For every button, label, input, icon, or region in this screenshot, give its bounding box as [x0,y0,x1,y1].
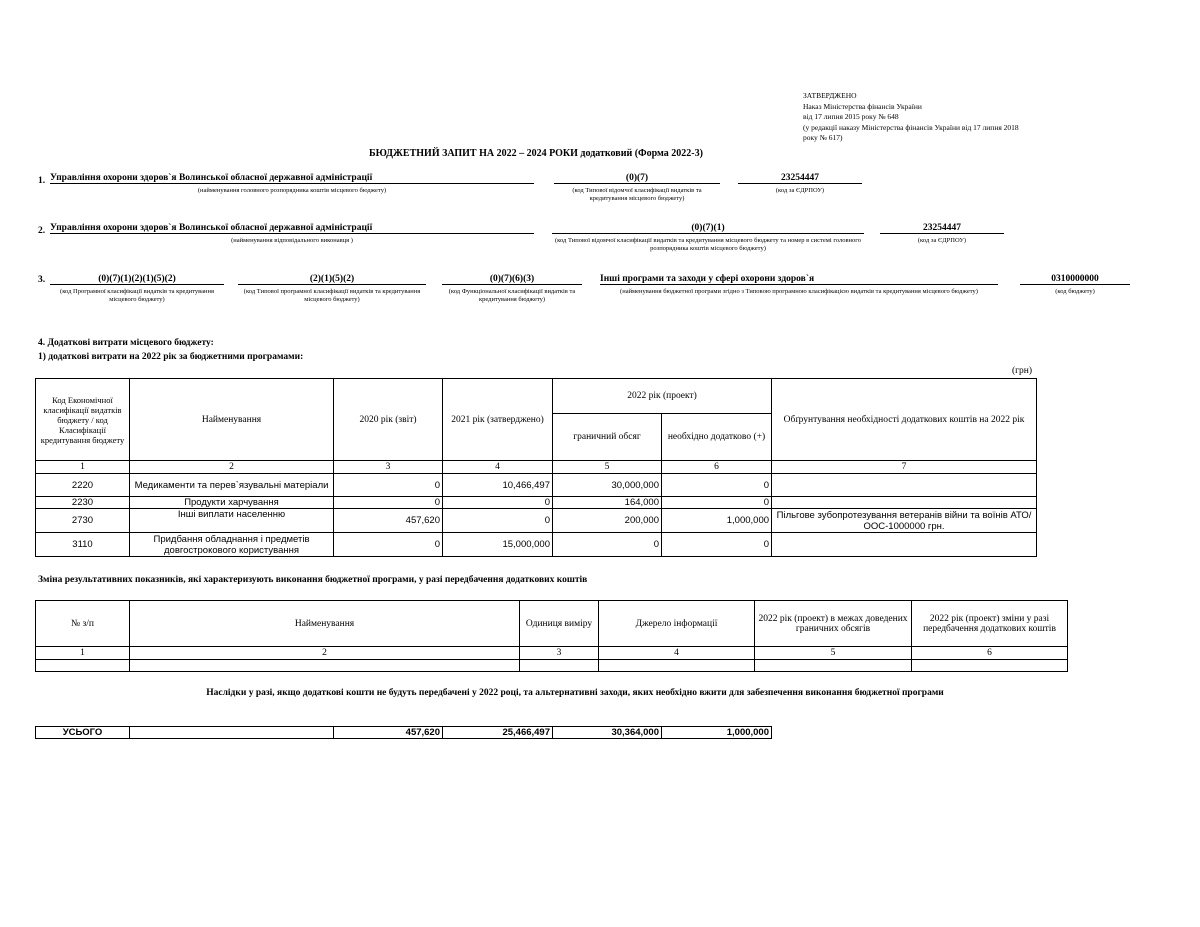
functional-code-caption: (код Функціональної класифікації видатків та кредитування бюджету) [448,288,576,303]
header-2020: 2020 рік (звіт) [334,379,443,461]
section-heading: 4. Додаткові витрати місцевого бюджету: [38,338,214,348]
approval-line: Наказ Міністерства фінансів України [803,101,922,111]
column-number: 4 [599,647,755,660]
total-2020: 457,620 [334,727,443,739]
budget-code: 0310000000 [1020,274,1130,285]
column-number: 5 [755,647,912,660]
chief-manager-caption: (найменування головного розпорядника коштів місцевого бюджету) [197,187,387,194]
cell-name: Продукти харчування [130,497,334,509]
header-2021: 2021 рік (затверджено) [443,379,553,461]
chief-manager-name: Управління охорони здоров`я Волинської обласної державної адміністрації [50,173,534,184]
cell-code: 3110 [36,533,130,557]
cell-code: 2220 [36,474,130,497]
total-2021: 25,466,497 [443,727,553,739]
column-numbers-row [36,647,1068,660]
column-number: 6 [912,647,1068,660]
column-number: 1 [36,647,130,660]
expenses-table [35,378,1037,557]
cell-2021: 10,466,497 [443,474,553,497]
header-number: № з/п [36,601,130,647]
item-number: 3. [38,275,46,285]
program-name: Інші програми та заходи у сфері охорони здоров`я [600,274,998,285]
total-limit: 30,364,000 [553,727,662,739]
total-table [35,726,772,739]
cell-2021: 15,000,000 [443,533,553,557]
column-number: 2 [130,647,520,660]
program-code: (0)(7)(1)(2)(1)(5)(2) [50,274,224,285]
column-number: 3 [334,461,443,474]
typical-program-code: (2)(1)(5)(2) [238,274,426,285]
edrpou-caption: (код за ЄДРПОУ) [775,187,825,194]
header-code: Код Економічної класифікації видатків бюджету / код Класифікації кредитування бюджету [36,379,130,461]
table-row [36,497,1037,509]
table-row [36,660,1068,672]
approval-stamp [803,91,1019,144]
cell-extra: 0 [662,497,772,509]
cell-2020: 0 [334,474,443,497]
table-row [36,474,1037,497]
table-header-row [36,379,1037,414]
column-numbers-row [36,461,1037,474]
empty-cell [130,660,520,672]
empty-cell [130,727,334,739]
empty-cell [599,660,755,672]
cell-justification [772,497,1037,509]
header-changes: 2022 рік (проект) зміни у разі передбачення додаткових коштів [912,601,1068,647]
approval-line: (у редакції наказу Міністерства фінансів України від 17 липня 2018 [803,122,1019,132]
empty-cell [520,660,599,672]
cell-extra: 0 [662,474,772,497]
consequences-heading: Наслідки у разі, якщо додаткові кошти не будуть передбачені у 2022 році, та альтернативні заходи, яких необхідно вжити для забезпечення виконання бюджетної програми [206,688,944,698]
cell-2021: 0 [443,497,553,509]
total-label: УСЬОГО [36,727,130,739]
cell-code: 2730 [36,509,130,533]
table-row [36,533,1037,557]
cell-justification [772,474,1037,497]
cell-2020: 457,620 [334,509,443,533]
column-number: 1 [36,461,130,474]
cell-extra: 0 [662,533,772,557]
departmental-code: (0)(7) [554,173,720,184]
indicators-heading: Зміна результативних показників, які характеризують виконання бюджетної програми, у разі передбачення додаткових коштів [38,575,588,585]
cell-limit: 200,000 [553,509,662,533]
column-number: 2 [130,461,334,474]
cell-2021: 0 [443,509,553,533]
cell-name: Інші виплати населенню [130,509,334,533]
edrpou-code: 23254447 [880,223,1004,234]
total-extra: 1,000,000 [662,727,772,739]
column-number: 7 [772,461,1037,474]
table-header-row [36,601,1068,647]
approval-line: року № 617) [803,133,843,142]
program-code-caption: (код Програмної класифікації видатків та кредитування місцевого бюджету) [60,288,214,303]
header-name: Найменування [130,379,334,461]
item-number: 2. [38,226,46,236]
cell-name: Придбання обладнання і предметів довгострокового користування [130,533,334,557]
cell-code: 2230 [36,497,130,509]
executor-code-caption: (код Типової відомчої класифікації видатків та кредитування місцевого бюджету та номер в системі головного розпорядника коштів місцевого бюджету) [554,237,862,252]
header-2022: 2022 рік (проект) [553,379,772,414]
indicators-table [35,600,1068,672]
edrpou-caption: (код за ЄДРПОУ) [917,237,967,244]
header-unit: Одиниця виміру [520,601,599,647]
executor-name: Управління охорони здоров`я Волинської обласної державної адміністрації [50,223,534,234]
cell-justification [772,533,1037,557]
header-extra: необхідно додатково (+) [662,414,772,461]
header-justification: Обґрунтування необхідності додаткових коштів на 2022 рік [772,379,1037,461]
currency-unit: (грн) [1012,366,1033,376]
table-row [36,509,1037,533]
cell-justification: Пільгове зубопротезування ветеранів війни та воїнів АТО/ООС-1000000 грн. [772,509,1037,533]
document-title: БЮДЖЕТНИЙ ЗАПИТ НА 2022 – 2024 РОКИ додатковий (Форма 2022-3) [369,148,703,159]
column-number: 6 [662,461,772,474]
header-within-limits: 2022 рік (проект) в межах доведених граничних обсягів [755,601,912,647]
typical-program-code-caption: (код Типової програмної класифікації видатків та кредитування місцевого бюджету) [243,288,421,303]
section-subheading: 1) додаткові витрати на 2022 рік за бюджетними програмами: [38,352,304,362]
edrpou-code: 23254447 [738,173,862,184]
empty-cell [912,660,1068,672]
empty-cell [755,660,912,672]
total-row [36,727,772,739]
empty-cell [36,660,130,672]
program-name-caption: (найменування бюджетної програми згідно з Типовою програмною класифікацією видатків та кредитування місцевого бюджету) [620,288,978,295]
header-source: Джерело інформації [599,601,755,647]
cell-2020: 0 [334,533,443,557]
cell-limit: 164,000 [553,497,662,509]
header-limit: граничний обсяг [553,414,662,461]
executor-caption: (найменування відповідального виконавця ) [231,237,353,244]
cell-limit: 30,000,000 [553,474,662,497]
item-number: 1. [38,176,46,186]
cell-2020: 0 [334,497,443,509]
cell-limit: 0 [553,533,662,557]
cell-extra: 1,000,000 [662,509,772,533]
departmental-code-caption: (код Типової відомчої класифікації видатків та кредитування місцевого бюджету) [572,187,702,202]
column-number: 3 [520,647,599,660]
approval-line: від 17 липня 2015 року № 648 [803,112,899,121]
approval-line: ЗАТВЕРДЖЕНО [803,91,857,100]
column-number: 5 [553,461,662,474]
budget-code-caption: (код бюджету) [1055,288,1095,295]
functional-code: (0)(7)(6)(3) [442,274,582,285]
cell-name: Медикаменти та перев`язувальні матеріали [130,474,334,497]
header-name: Найменування [130,601,520,647]
executor-code: (0)(7)(1) [552,223,864,234]
column-number: 4 [443,461,553,474]
